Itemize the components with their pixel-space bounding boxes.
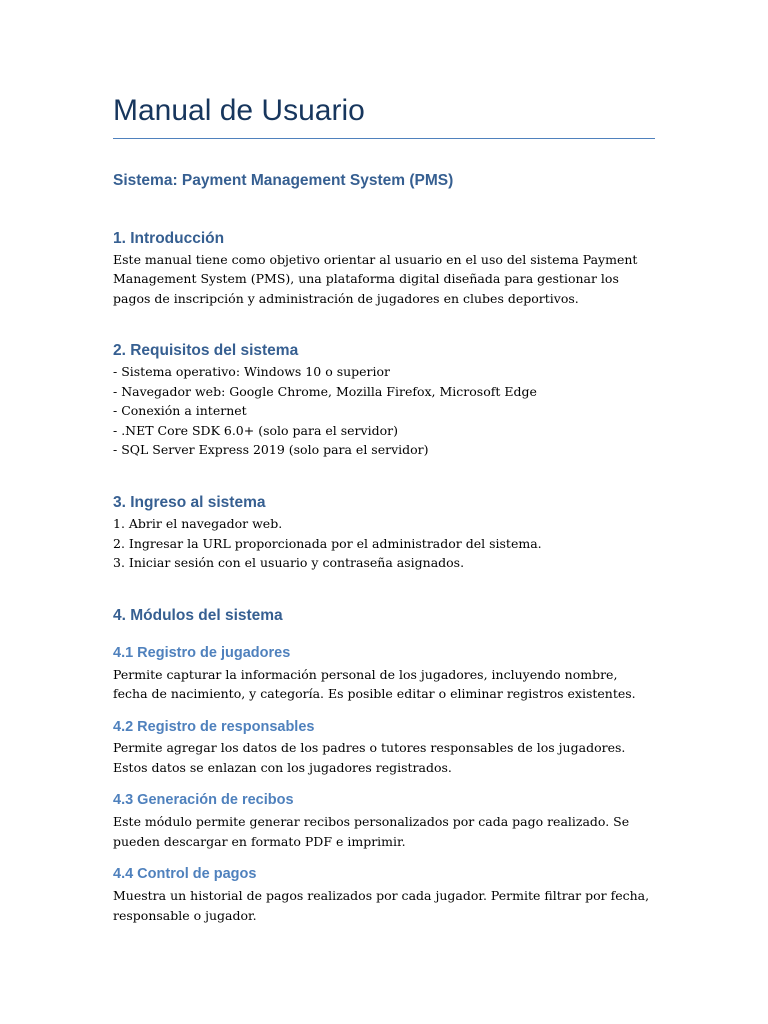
- subsection-registro-jugadores: [113, 644, 655, 704]
- section-modulos: [113, 606, 655, 926]
- subsection-heading: 4.1 Registro de jugadores: [113, 644, 291, 661]
- subsection-paragraph: Este módulo permite generar recibos personalizados por cada pago realizado. Se pueden descargar en formato PDF e imprimir.: [113, 814, 630, 849]
- section-heading: 1. Introducción: [113, 229, 225, 247]
- list-item: 2. Ingresar la URL proporcionada por el administrador del sistema.: [113, 535, 542, 551]
- subsection-paragraph: Permite agregar los datos de los padres o tutores responsables de los jugadores. Estos datos se enlazan con los jugadores registrados.: [113, 740, 626, 775]
- section-heading: 2. Requisitos del sistema: [113, 342, 299, 360]
- steps-list: [113, 514, 655, 573]
- document-title: Manual de Usuario: [113, 92, 655, 139]
- section-introduccion: [113, 229, 655, 309]
- subsection-heading: 4.4 Control de pagos: [113, 866, 257, 883]
- list-item: - .NET Core SDK 6.0+ (solo para el servidor): [113, 422, 398, 438]
- subsection-generacion-recibos: [113, 791, 655, 851]
- section-heading: 3. Ingreso al sistema: [113, 493, 266, 511]
- subsection-registro-responsables: [113, 718, 655, 778]
- section-heading: 4. Módulos del sistema: [113, 606, 283, 624]
- subsection-heading: 4.2 Registro de responsables: [113, 718, 315, 735]
- subsection-heading: 4.3 Generación de recibos: [113, 792, 294, 809]
- document-subtitle: Sistema: Payment Management System (PMS): [113, 171, 454, 189]
- subsection-paragraph: Muestra un historial de pagos realizados por cada jugador. Permite filtrar por fecha, responsable o jugador.: [113, 888, 650, 923]
- list-item: - Sistema operativo: Windows 10 o superior: [113, 364, 391, 380]
- subsection-control-pagos: [113, 865, 655, 925]
- list-item: - SQL Server Express 2019 (solo para el servidor): [113, 442, 429, 458]
- section-paragraph: Este manual tiene como objetivo orientar al usuario en el uso del sistema Payment Management System (PMS), una plataforma digital diseñada para gestionar los pagos de inscripción y administración de jugadores en clubes deportivos.: [113, 251, 638, 306]
- list-item: - Conexión a internet: [113, 403, 247, 419]
- requirements-list: [113, 362, 655, 460]
- list-item: 3. Iniciar sesión con el usuario y contraseña asignados.: [113, 555, 465, 571]
- list-item: 1. Abrir el navegador web.: [113, 516, 283, 532]
- section-requisitos: [113, 341, 655, 460]
- section-ingreso: [113, 493, 655, 573]
- list-item: - Navegador web: Google Chrome, Mozilla Firefox, Microsoft Edge: [113, 383, 537, 399]
- subsection-paragraph: Permite capturar la información personal de los jugadores, incluyendo nombre, fecha de nacimiento, y categoría. Es posible editar o eliminar registros existentes.: [113, 666, 636, 702]
